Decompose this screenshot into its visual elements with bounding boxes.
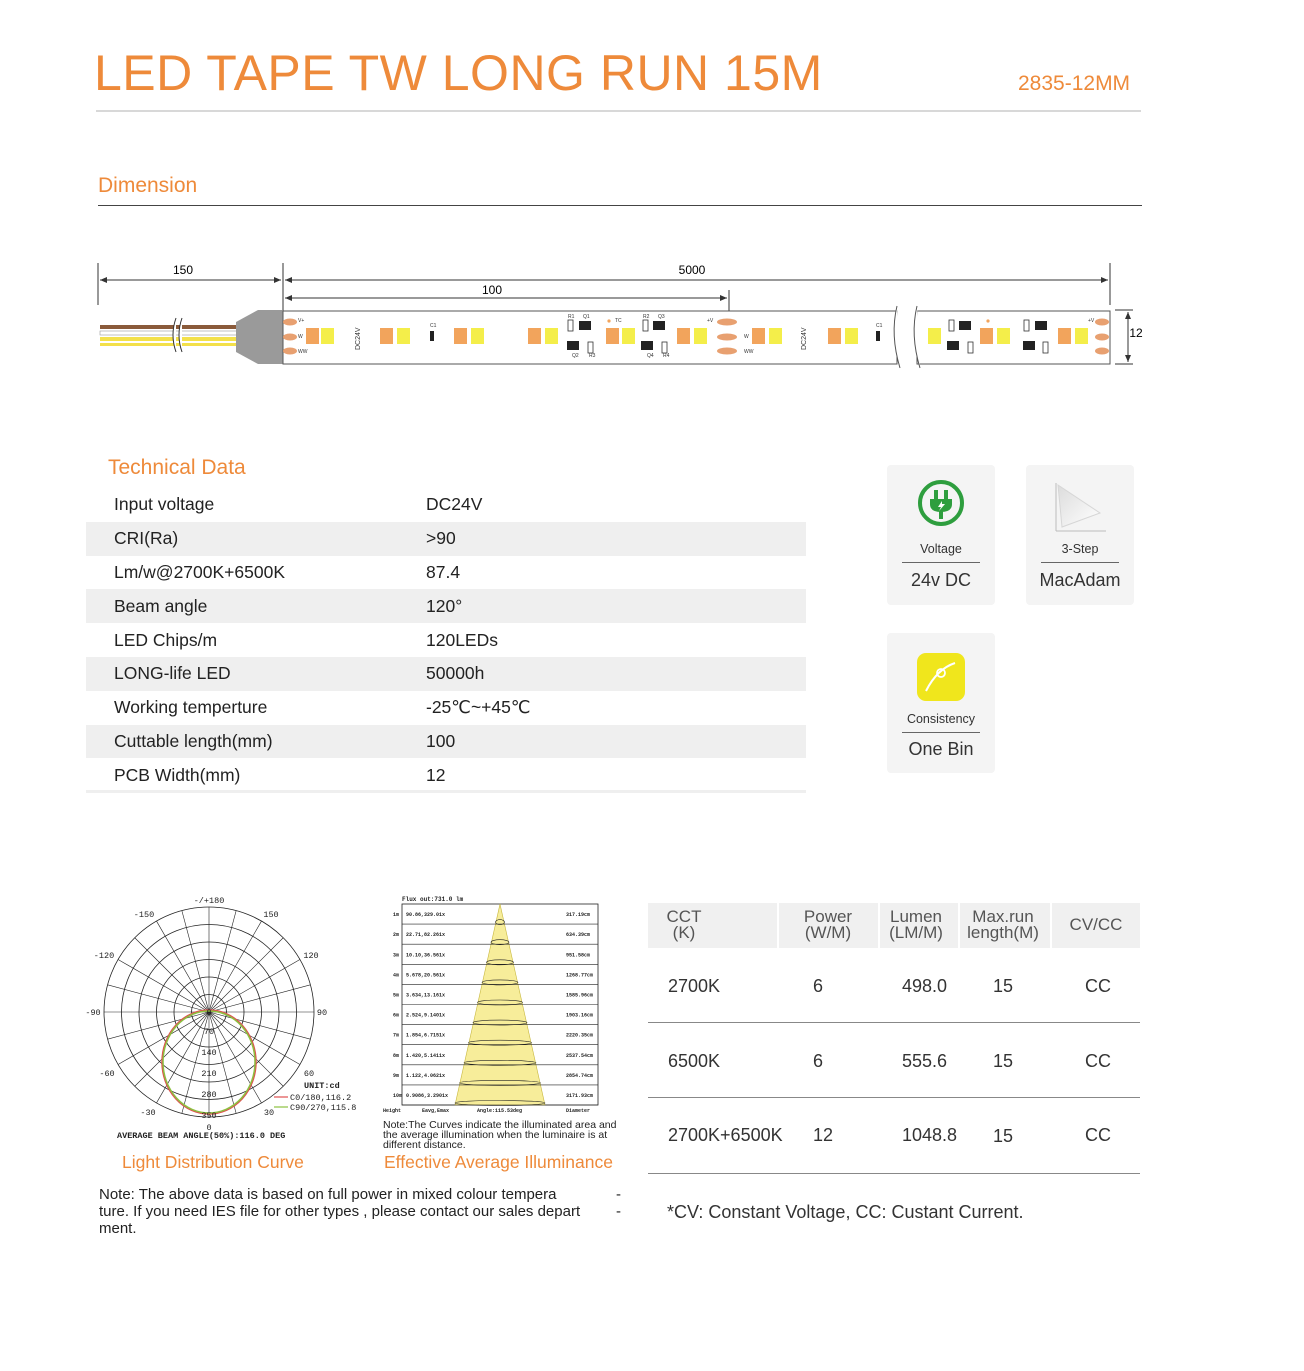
voltage-label: Voltage [920, 542, 962, 556]
row-key: Working temperture [114, 697, 268, 718]
page-title: LED TAPE TW LONG RUN 15M [94, 45, 823, 101]
polar-diagram [80, 890, 370, 1150]
bin-value: One Bin [908, 739, 974, 759]
header-cell: CV/CC [1069, 915, 1123, 934]
table-row [86, 725, 806, 759]
row-key: CRI(Ra) [114, 528, 179, 549]
table-row [86, 758, 806, 792]
angle-label: 150 [263, 910, 279, 920]
dim-lead-label: 150 [172, 263, 194, 277]
voltage-value: 24v DC [910, 570, 972, 590]
illuminance-d: 317.19cm [566, 912, 591, 919]
bin-label: Consistency [906, 712, 976, 726]
pcb-r1: R1 [568, 314, 575, 320]
cell-lumen: 555.6 [902, 1051, 948, 1071]
illuminance-e: 1.854,6.7151x [406, 1032, 446, 1039]
lead-wires [100, 310, 283, 364]
polar-spoke [118, 960, 209, 1013]
illuminance-e: 3.634,13.161x [406, 992, 446, 999]
pcb-q1: Q1 [583, 314, 590, 320]
illuminance-e: 0.9086,3.2901x [406, 1092, 449, 1099]
illuminance-d: 1585.96cm [566, 992, 594, 999]
angle-label: 120 [303, 951, 319, 961]
cell-cct: 2700K [668, 976, 721, 996]
row-value: 87.4 [426, 561, 461, 582]
strip-drawing [0, 255, 1304, 385]
cell-cct: 6500K [668, 1051, 721, 1071]
triangle-icon [1052, 481, 1108, 533]
cell-power: 6 [813, 976, 824, 996]
row-key: Beam angle [114, 595, 208, 616]
polar-caption: Light Distribution Curve [122, 1152, 304, 1172]
row-value: 50000h [426, 663, 485, 684]
bin-underline [902, 732, 980, 733]
note-hyphen: - [616, 1186, 621, 1203]
angle-label: -30 [140, 1108, 156, 1118]
illuminance-e: 90.86,329.01x [406, 912, 446, 919]
ring-label: 140 [201, 1048, 217, 1058]
angle-label: 90 [316, 1008, 328, 1018]
illuminance-d: 2220.35cm [566, 1032, 594, 1039]
pcb-voltage-text: DC24V [355, 327, 362, 350]
pcb-r2: R2 [643, 314, 650, 320]
pcb-r3: R3 [589, 353, 596, 359]
cell-run: 15 [993, 1051, 1014, 1071]
polar-spoke [209, 921, 262, 1012]
foot-eavg: Eavg,Emax [422, 1108, 450, 1114]
technical-table [86, 488, 806, 792]
row-value: 12 [426, 764, 446, 785]
table-row [86, 522, 806, 556]
header-cell: Power (W/M) [803, 907, 853, 942]
cell-cct: 2700K+6500K [668, 1125, 783, 1145]
bin-badge [887, 633, 995, 773]
pcb-pad-vplus: V+ [298, 318, 305, 324]
illuminance-h: 3m [393, 952, 400, 959]
illuminance-d: 1903.16cm [566, 1012, 594, 1019]
row-key: PCB Width(mm) [114, 764, 241, 785]
header-cell: Lumen (LM/M) [889, 907, 943, 942]
header-cell: CCT (K) [666, 907, 702, 942]
dimension-divider [98, 205, 1142, 206]
illuminance-d: 1268.77cm [566, 972, 594, 979]
row-value: >90 [426, 528, 456, 549]
illuminance-e: 5.678,20.561x [406, 972, 446, 979]
illuminance-caption: Effective Average Illuminance [384, 1152, 613, 1172]
pcb-q3: Q3 [658, 314, 665, 320]
illuminance-d: 951.58cm [566, 952, 591, 959]
ring-label: 0 [206, 1008, 212, 1018]
dim-total-label: 5000 [678, 263, 706, 277]
pcb-c1: C1 [430, 323, 437, 329]
illuminance-e: 22.71,82.261x [406, 932, 446, 939]
voltage-underline [902, 562, 980, 563]
ring-label: 280 [201, 1090, 217, 1100]
macadam-value: MacAdam [1039, 570, 1121, 590]
curve-icon [917, 653, 965, 701]
illuminance-h: 1m [393, 912, 400, 919]
row-divider [648, 1022, 1140, 1023]
legend-c0: C0/180,116.2 [290, 1093, 352, 1103]
dim-cut-label: 100 [481, 283, 503, 297]
angle-label: -90 [85, 1008, 101, 1018]
row-value: DC24V [426, 494, 483, 515]
data-note [99, 1186, 619, 1237]
pcb-voltage-text-2: DC24V [801, 327, 808, 350]
spec-table-header [648, 903, 1140, 948]
illuminance-h: 9m [393, 1072, 400, 1079]
ring-label: 350 [201, 1111, 217, 1121]
cell-power: 6 [813, 1051, 824, 1071]
table-row [86, 623, 806, 657]
angle-label: -60 [99, 1069, 115, 1079]
cell-lumen: 1048.8 [902, 1125, 958, 1145]
polar-spoke [157, 921, 210, 1012]
cell-run: 15 [993, 1126, 1014, 1146]
polar-spoke [135, 1012, 209, 1086]
legend-c90: C90/270,115.8 [290, 1103, 357, 1113]
ring-label: 210 [201, 1069, 217, 1079]
macadam-label: 3-Step [1061, 542, 1099, 556]
table-row [86, 556, 806, 590]
pcb-q2: Q2 [572, 353, 579, 359]
table-row [86, 691, 806, 725]
cell-cv: CC [1085, 976, 1111, 996]
row-value: 120LEDs [426, 629, 498, 650]
illuminance-d: 634.39cm [566, 932, 591, 939]
row-key: Cuttable length(mm) [114, 730, 273, 751]
note-line: ture. If you need IES file for other types , please contact our sales depart [99, 1203, 581, 1220]
row-key: LONG-life LED [114, 663, 231, 684]
row-value: 120° [426, 595, 463, 616]
illuminance-diagram [380, 893, 620, 1123]
spec-footnote: *CV: Constant Voltage, CC: Custant Current. [667, 1202, 1024, 1222]
cell-power: 12 [813, 1125, 834, 1145]
angle-label: 30 [263, 1108, 275, 1118]
pcb-pad-ww-2: WW [744, 349, 754, 355]
ring-label: 70 [203, 1027, 215, 1037]
illuminance-note: Note:The Curves indicate the illuminated area and the average illumination when the luminaire is at different distance. [383, 1119, 617, 1151]
illuminance-h: 4m [393, 972, 400, 979]
polar-spoke [135, 938, 209, 1012]
pcb-pad-plusv-3: +V [1088, 318, 1095, 324]
illuminance-h: 7m [393, 1032, 400, 1039]
dim-width-label: 12 [1129, 326, 1143, 340]
illuminance-h: 2m [393, 932, 400, 939]
macadam-underline [1041, 562, 1119, 563]
polar-spoke [209, 938, 283, 1012]
technical-table-footer [86, 790, 806, 793]
angle-label: 0 [206, 1123, 212, 1133]
header-divider [96, 110, 1141, 112]
flux-label: Flux out:731.0 lm [402, 896, 464, 903]
illuminance-d: 2854.74cm [566, 1072, 594, 1079]
cell-run: 15 [993, 976, 1014, 996]
note-line: ment. [99, 1220, 137, 1237]
row-divider [648, 1173, 1140, 1174]
polar-spoke [209, 960, 300, 1013]
dimension-title: Dimension [98, 174, 198, 197]
illuminance-e: 2.524,9.1401x [406, 1012, 446, 1019]
note-hyphen: - [616, 1203, 621, 1220]
illuminance-h: 6m [393, 1012, 400, 1019]
row-divider [648, 1097, 1140, 1098]
illuminance-e: 10.10,36.561x [406, 952, 446, 959]
pcb-pad-plusv: +V [707, 318, 714, 324]
row-key: Input voltage [114, 494, 215, 515]
row-key: LED Chips/m [114, 629, 218, 650]
pcb-q4: Q4 [647, 353, 654, 359]
foot-diameter: Diameter [566, 1108, 591, 1114]
table-row [86, 657, 806, 691]
foot-angle: Angle:115.53deg [477, 1108, 523, 1114]
plug-icon [917, 479, 965, 527]
polar-spoke [209, 1012, 283, 1086]
illuminance-h: 5m [393, 992, 400, 999]
cell-cv: CC [1085, 1125, 1111, 1145]
table-row [86, 589, 806, 623]
illuminance-h: 10m [393, 1092, 403, 1099]
note-line: Note: The above data is based on full power in mixed colour tempera [99, 1186, 557, 1203]
macadam-badge [1026, 465, 1134, 605]
illuminance-e: 1.122,4.0621x [406, 1072, 446, 1079]
illuminance-d: 3171.93cm [566, 1092, 594, 1099]
illuminance-h: 8m [393, 1052, 400, 1059]
pcb-r4: R4 [663, 353, 670, 359]
angle-label: -120 [93, 951, 115, 961]
cell-cv: CC [1085, 1051, 1111, 1071]
header-cell: Max.run length(M) [967, 907, 1039, 942]
pcb-tc: TC [615, 318, 622, 324]
polar-spoke [209, 1012, 262, 1103]
angle-label: 60 [303, 1069, 315, 1079]
pcb-pad-ww: WW [298, 349, 308, 355]
row-value: -25℃~+45℃ [426, 697, 531, 718]
pcb-pad-w: W [298, 334, 303, 340]
technical-title: Technical Data [108, 456, 246, 479]
angle-label: -/+180 [193, 896, 225, 906]
row-value: 100 [426, 730, 456, 751]
illuminance-e: 1.420,5.1411x [406, 1052, 446, 1059]
pcb-pad-w-2: W [744, 334, 749, 340]
table-row [86, 488, 806, 522]
pcb-c1-2: C1 [876, 323, 883, 329]
pcb-strip [283, 306, 1110, 368]
model-code: 2835-12MM [1018, 72, 1131, 95]
angle-label: -150 [133, 910, 155, 920]
illuminance-d: 2537.54cm [566, 1052, 594, 1059]
cell-lumen: 498.0 [902, 976, 948, 996]
beam-angle-text: AVERAGE BEAM ANGLE(50%):116.0 DEG [117, 1131, 286, 1141]
row-key: Lm/w@2700K+6500K [114, 561, 286, 582]
foot-height: Height [383, 1108, 402, 1114]
voltage-badge [887, 465, 995, 605]
polar-unit: UNIT:cd [304, 1081, 340, 1091]
